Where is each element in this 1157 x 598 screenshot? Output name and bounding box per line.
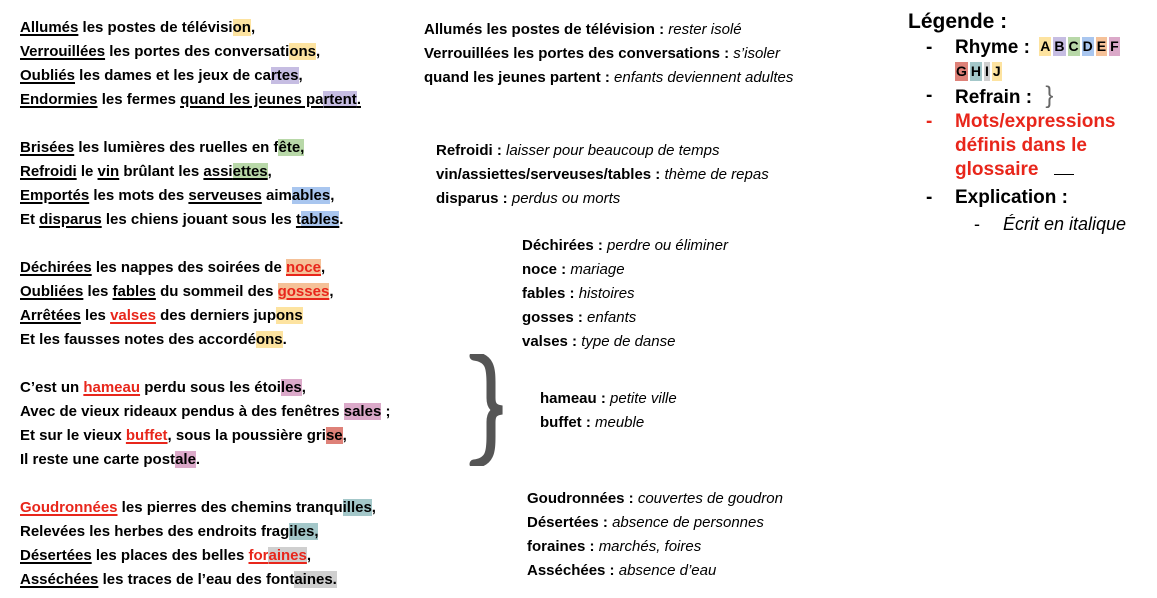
verse-segment: , — [321, 259, 326, 276]
verse-segment: perdu sous les étoi — [140, 379, 281, 396]
verse-segment: Brisées — [20, 139, 75, 156]
verse-segment: les lumières des ruelles en f — [74, 139, 279, 156]
legend-glossary-label: Mots/expressions définis dans le glossaire — [955, 111, 1116, 180]
glossary-word: valses — [110, 307, 156, 324]
gloss-block — [540, 387, 677, 435]
verse-line — [20, 184, 460, 208]
gloss-entry — [522, 234, 728, 258]
rhyme-highlight: rtes — [270, 67, 299, 84]
verse-line — [20, 208, 460, 232]
rhyme-highlight: sales — [343, 403, 382, 420]
verse-segment: les — [83, 283, 113, 300]
gloss-term: Goudronnées : — [527, 490, 638, 507]
verse-segment: les fermes — [97, 91, 181, 108]
verse-line — [20, 496, 460, 520]
verse-segment: , — [298, 67, 303, 84]
stanza — [20, 376, 460, 472]
legend-dash: - — [926, 85, 933, 106]
verse-segment: Avec de vieux rideaux pendus à des fenêtres — [20, 403, 344, 420]
rhyme-highlight: ons — [276, 307, 303, 324]
gloss-definition: rester isolé — [668, 21, 742, 38]
verse-segment: Et les fausses notes des accordé — [20, 331, 256, 348]
rhyme-highlight: noce — [285, 259, 321, 276]
gloss-definition: laisser pour beaucoup de temps — [506, 142, 720, 159]
verse-line — [20, 280, 460, 304]
gloss-term: foraines : — [527, 538, 599, 555]
legend — [908, 8, 1153, 236]
rhyme-chip: E — [1096, 38, 1107, 54]
verse-segment: du sommeil des — [155, 283, 278, 300]
gloss-term: Refroidi : — [436, 142, 506, 159]
verse-segment: les pierres des chemins tranqu — [117, 499, 343, 516]
glossary-word: for — [248, 547, 269, 564]
verse-segment: , — [330, 187, 335, 204]
verse-segment: Allumés — [20, 19, 79, 36]
gloss-definition: perdus ou morts — [511, 190, 621, 207]
gloss-entry — [522, 330, 728, 354]
gloss-term: buffet : — [540, 414, 595, 431]
legend-refrain — [908, 84, 1153, 110]
rhyme-chip: H — [970, 63, 982, 79]
rhyme-highlight: rtent — [323, 91, 357, 108]
gloss-term: Verrouillées les portes des conversations : — [424, 45, 734, 62]
rhyme-highlight: se — [325, 427, 343, 444]
gloss-term: Allumés les postes de télévision : — [424, 21, 669, 38]
gloss-block — [436, 139, 769, 211]
gloss-block — [424, 18, 793, 90]
verse-segment: , sous la poussière gri — [167, 427, 326, 444]
verse-segment: les nappes des soirées de — [91, 259, 286, 276]
glossary-word: buffet — [125, 427, 168, 444]
gloss-definition: enfants deviennent adultes — [614, 69, 794, 86]
verse-segment: Et sur le vieux — [20, 427, 126, 444]
gloss-definition: type de danse — [581, 333, 676, 350]
refrain-brace — [466, 354, 506, 466]
verse-segment: Il reste une carte post — [20, 451, 176, 468]
verse-segment: Oubliés — [20, 67, 76, 84]
legend-glossary — [908, 110, 1153, 186]
verse-line — [20, 64, 460, 88]
gloss-block — [522, 234, 728, 354]
gloss-definition: mariage — [570, 261, 625, 278]
verse-segment: . — [356, 91, 361, 108]
gloss-term: hameau : — [540, 390, 611, 407]
verse-segment: , — [315, 43, 321, 60]
gloss-entry — [436, 139, 769, 163]
verse-line — [20, 448, 460, 472]
rhyme-highlight: ables — [300, 211, 340, 228]
verse-segment: , — [342, 427, 347, 444]
gloss-term: disparus : — [436, 190, 512, 207]
verse-segment: vin — [97, 163, 120, 180]
rhyme-chip: B — [1054, 38, 1065, 54]
verse-segment: les — [80, 307, 111, 324]
verse-segment: les traces de l’eau des font — [98, 571, 295, 588]
legend-dash: - — [974, 214, 980, 234]
verse-segment: , — [267, 163, 272, 180]
gloss-entry — [527, 511, 783, 535]
gloss-definition: s’isoler — [733, 45, 780, 62]
rhyme-highlight: illes — [342, 499, 372, 516]
verse-segment: Arrêtées — [20, 307, 81, 324]
rhyme-highlight: on — [232, 19, 251, 36]
gloss-entry — [424, 18, 793, 42]
gloss-entry — [522, 258, 728, 282]
gloss-definition: absence de personnes — [612, 514, 764, 531]
gloss-entry — [540, 387, 677, 411]
verse-line — [20, 328, 460, 352]
verse-segment: brûlant les — [119, 163, 204, 180]
rhyme-chip: A — [1040, 38, 1051, 54]
rhyme-highlight: ons — [255, 331, 283, 348]
gloss-term: quand les jeunes partent : — [424, 69, 615, 86]
gloss-definition: marchés, foires — [598, 538, 702, 555]
verse-segment: les chiens jouant sous les — [101, 211, 296, 228]
rhyme-highlight: les — [280, 379, 302, 396]
gloss-term: Déchirées : — [522, 237, 608, 254]
gloss-term: Asséchées : — [527, 562, 619, 579]
gloss-entry — [527, 559, 783, 583]
gloss-definition: petite ville — [610, 390, 677, 407]
rhyme-highlight: gosses — [277, 283, 330, 300]
verse-line — [20, 304, 460, 328]
verse-segment: disparus — [39, 211, 102, 228]
rhyme-chip: I — [985, 63, 989, 79]
glossary-word: hameau — [83, 379, 141, 396]
legend-explication-sub — [908, 212, 1153, 236]
rhyme-highlight: ables — [291, 187, 331, 204]
glossary-word: Goudronnées — [20, 499, 118, 516]
verse-segment: le — [76, 163, 98, 180]
rhyme-highlight: aines. — [294, 571, 337, 588]
legend-explication-label: Explication : — [955, 187, 1068, 208]
gloss-term: valses : — [522, 333, 582, 350]
gloss-definition: enfants — [587, 309, 637, 326]
verse-segment: quand les jeunes pa — [180, 91, 324, 108]
verse-line — [20, 400, 460, 424]
gloss-entry — [436, 163, 769, 187]
rhyme-highlight: ale — [175, 451, 196, 468]
verse-segment: Endormies — [20, 91, 98, 108]
verse-segment: fables — [112, 283, 156, 300]
verse-segment: , — [371, 499, 376, 516]
verse-segment: les places des belles — [91, 547, 249, 564]
gloss-definition: meuble — [594, 414, 645, 431]
gloss-term: gosses : — [522, 309, 588, 326]
verse-segment: . — [282, 331, 287, 348]
rhyme-highlight: ettes — [232, 163, 268, 180]
verse-segment: . — [195, 451, 201, 468]
verse-line — [20, 520, 460, 544]
verse-segment: . — [339, 211, 344, 228]
verse-segment: des derniers jup — [155, 307, 276, 324]
legend-dash: - — [926, 111, 933, 132]
gloss-entry — [527, 535, 783, 559]
verse-segment: Relevées les herbes des endroits frag — [20, 523, 290, 540]
gloss-term: vin/assiettes/serveuses/tables : — [436, 166, 665, 183]
gloss-definition: perdre ou éliminer — [607, 237, 728, 254]
verse-segment: assi — [203, 163, 233, 180]
rhyme-chip: F — [1110, 38, 1119, 54]
verse-segment: t — [295, 211, 301, 228]
rhyme-highlight: ons — [289, 43, 316, 60]
gloss-definition: thème de repas — [664, 166, 769, 183]
gloss-term: fables : — [522, 285, 579, 302]
rhyme-chip: D — [1082, 38, 1093, 54]
verse-line — [20, 256, 460, 280]
gloss-entry — [540, 411, 677, 435]
legend-explication-sub-text: Écrit en italique — [1003, 214, 1127, 234]
verse-segment: Emportés — [20, 187, 90, 204]
verse-segment: Asséchées — [20, 571, 99, 588]
rhyme-highlight: iles, — [289, 523, 319, 540]
legend-explication — [908, 186, 1153, 212]
verse-line — [20, 568, 460, 592]
gloss-definition: absence d’eau — [618, 562, 717, 579]
glossary-underline-sample — [1054, 160, 1074, 175]
stanza — [20, 16, 460, 112]
rhyme-chip: G — [956, 63, 967, 79]
verse-segment: , — [329, 283, 334, 300]
rhyme-chip: J — [992, 63, 1001, 79]
verse-segment: Refroidi — [20, 163, 77, 180]
gloss-entry — [522, 282, 728, 306]
rhyme-highlight: aines — [268, 547, 307, 564]
gloss-entry — [424, 42, 793, 66]
gloss-definition: couvertes de goudron — [637, 490, 783, 507]
gloss-entry — [527, 487, 783, 511]
verse-line — [20, 16, 460, 40]
gloss-definition: histoires — [578, 285, 635, 302]
verse-line — [20, 88, 460, 112]
verse-segment: Désertées — [20, 547, 92, 564]
verse-segment: aim — [261, 187, 292, 204]
legend-rhyme-label: Rhyme : — [955, 37, 1030, 58]
rhyme-highlight: ête, — [278, 139, 305, 156]
verse-segment: , — [301, 379, 306, 396]
verse-segment: ; — [381, 403, 391, 420]
legend-dash: - — [926, 37, 933, 58]
verse-segment: les portes des conversati — [105, 43, 290, 60]
verse-segment: , — [250, 19, 256, 36]
verse-line — [20, 544, 460, 568]
stanza — [20, 496, 460, 592]
legend-rhyme — [908, 36, 1153, 84]
gloss-term: noce : — [522, 261, 571, 278]
verse-segment: les postes de télévisi — [78, 19, 233, 36]
verse-segment: Déchirées — [20, 259, 92, 276]
verse-segment: les dames et les jeux de ca — [75, 67, 271, 84]
verse-line — [20, 40, 460, 64]
verse-segment: C’est un — [20, 379, 84, 396]
gloss-entry — [436, 187, 769, 211]
legend-dash: - — [926, 187, 933, 208]
verse-segment: serveuses — [188, 187, 262, 204]
verse-segment: , — [306, 547, 312, 564]
stanza — [20, 256, 460, 352]
verse-line — [20, 424, 460, 448]
legend-refrain-label: Refrain : — [955, 87, 1033, 108]
gloss-entry — [424, 66, 793, 90]
rhyme-chip: C — [1068, 38, 1079, 54]
verse-line — [20, 160, 460, 184]
verse-segment: Oubliées — [20, 283, 84, 300]
stanza — [20, 136, 460, 232]
verse-line — [20, 136, 460, 160]
legend-title: Légende : — [908, 10, 1008, 33]
verse-line — [20, 376, 460, 400]
gloss-block — [527, 487, 783, 583]
gloss-entry — [522, 306, 728, 330]
verse-segment: Verrouillées — [20, 43, 106, 60]
refrain-symbol: } — [1045, 82, 1054, 109]
verse-segment: Et — [20, 211, 40, 228]
gloss-term: Désertées : — [527, 514, 613, 531]
verse-segment: les mots des — [89, 187, 189, 204]
